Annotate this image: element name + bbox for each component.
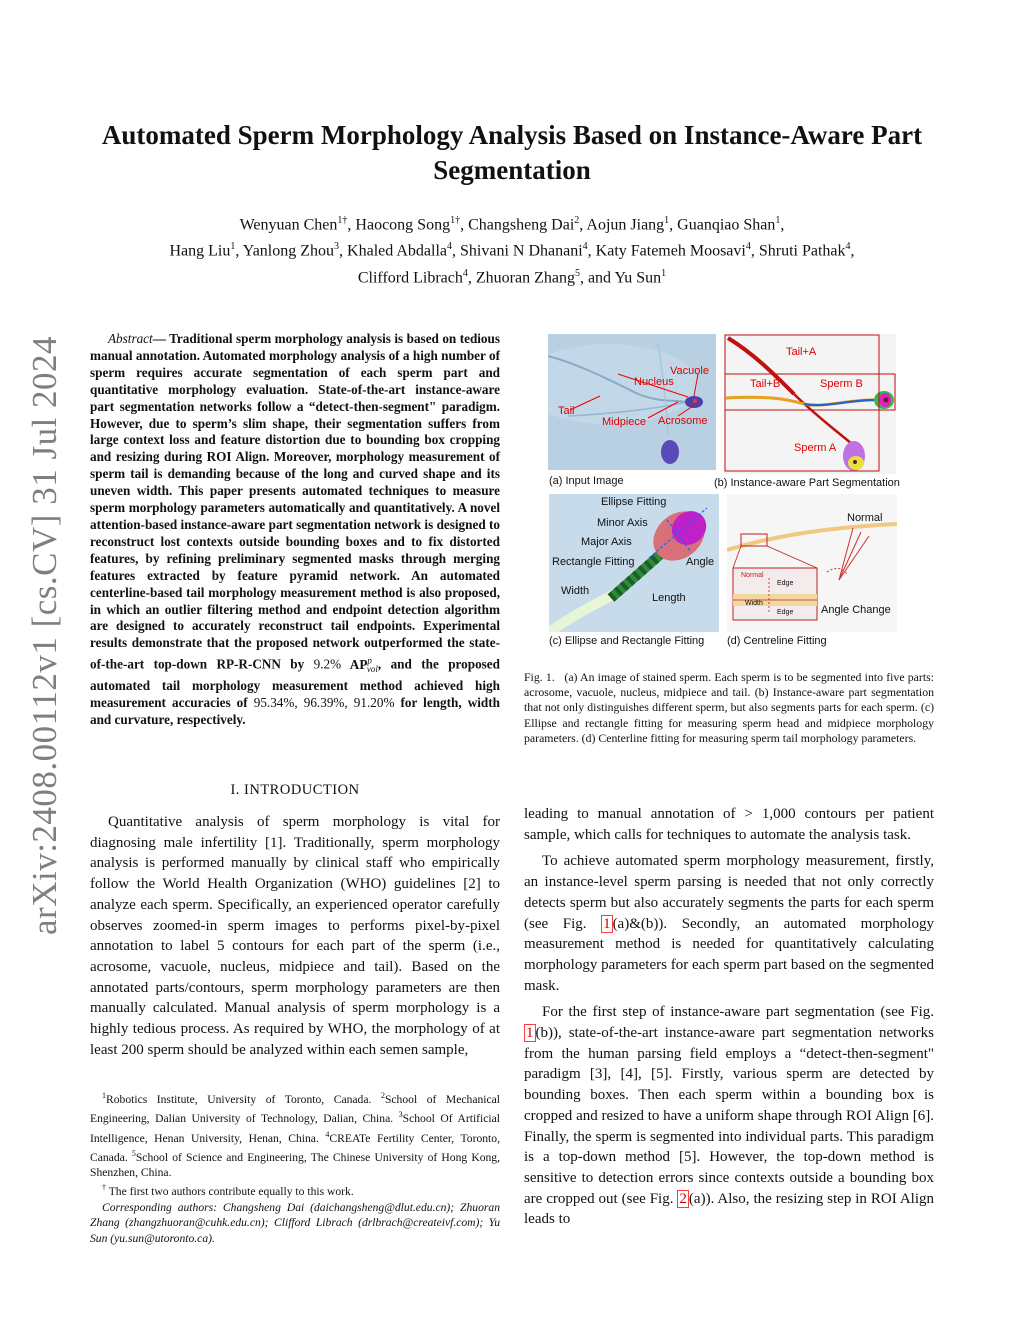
title-line-2: Segmentation [433, 155, 591, 185]
panel-d-image [727, 494, 897, 632]
acrosome-dot [693, 399, 697, 403]
panel-c-svg [549, 494, 719, 632]
panel-d-svg [727, 494, 897, 632]
author-line-1: Wenyuan Chen$^{1\dagger}$, Haocong Song$^{1\dagger}$, Changsheng Dai$^2$, Aojun Jiang$^1$, Guanqiao Shan$^1$, [239, 215, 785, 234]
abstract-text-1: Traditional sperm morphology analysis is based on tedious manual annotation. Automated morphology analysis of a high number of sperm requires accurate segmentation of each sperm part and quantitative morphology evaluation. State-of-the-art instance-aware part segmentation networks follow a “detect-then-segment" paradigm. However, due to sperm’s slim shape, their segmentation suffers from large context loss and feature distortion due to bounding box cropping and resizing during ROI Align. Moreover, morphology measurement of sperm tail is demanding because of the long and curved shape and its uneven width. This paper presents automated techniques to measure sperm morphology parameters automatically and quantitatively. A novel attention-based instance-aware part segmentation network is designed to reconstruct lost contexts outside bounding boxes and to fix distorted features, by refining preliminary segmented masks through merging features extracted by feature pyramid network. An automated centerline-based tail morphology measurement method is also proposed, in which an outlier filtering method and endpoint detection algorithm are designed to accurately reconstruct tail endpoints. Experimental results demonstrate that the proposed network outperformed the state-of-the-art top-down RP-R-CNN by [90, 331, 500, 672]
inset-label-normal: Normal [741, 572, 764, 579]
sperm-b-vacuole [884, 398, 889, 403]
panel-a-svg [548, 334, 716, 470]
author-name: Hang Liu [169, 242, 231, 260]
author-name: Clifford Librach [357, 268, 463, 286]
right-paragraph-2 [524, 851, 934, 996]
label-angle: Angle [686, 556, 715, 568]
author-list [60, 210, 964, 289]
aff-sup: 3 [398, 1110, 403, 1120]
figure-ref-link[interactable]: 2 [679, 1190, 687, 1207]
author-aff: 3 [334, 241, 340, 253]
footnotes [90, 1088, 500, 1246]
aff-text: School of Mechanical Engineering, Dalian University of Technology, Dalian, China. [90, 1092, 500, 1126]
label-angle-change: Angle Change [821, 604, 891, 616]
intro-text [90, 812, 500, 1060]
p3-text-b: (b)), state-of-the-art instance-aware part segmentation networks from the human parsing field employs a “detect-then-segment" paradigm [3], [4], [5]. Firstly, various sperm are detected by bounding boxes. Then each sperm within a bounding box is cropped and resized to have a uniform shape through ROI Align [6]. Finally, the sperm is segmented into individual parts. This paradigm is a top-down method [5]. However, the top-down method is sensitive to detection errors since contexts outside a bounding box are cropped out (see Fig. [524, 1025, 934, 1207]
label-nucleus: Nucleus [634, 376, 674, 388]
label-tail-b: Tail+B [750, 378, 781, 390]
caption-label: Fig. 1. [524, 670, 555, 684]
caption-text: (a) An image of stained sperm. Each sperm is to be segmented into five parts: acrosome, vacuole, nucleus, midpiece and tail. (b) Instance-aware part segmentation that not only distinguishes different sperm, but also segments parts for each sperm. (c) Ellipse and rectangle fitting for measuring sperm head and midpiece morphology parameters. (d) Centerline fitting for measuring sperm tail morphology parameters. [524, 670, 934, 745]
ap-sub: vol [366, 664, 378, 675]
p3-text-c: (a)). Also, the resizing step in ROI Align leads to [524, 1190, 934, 1228]
abstract-text-3: for length, width and curvature, respectively. [90, 695, 500, 727]
abstract-accuracies: 95.34%, 96.39%, 91.20% [253, 695, 395, 711]
label-vacuole: Vacuole [670, 365, 709, 377]
aff-sup: 5 [131, 1148, 136, 1158]
paper-title [60, 118, 964, 188]
figure-ref-link[interactable]: 1 [526, 1025, 534, 1042]
intro-paragraph: Quantitative analysis of sperm morphology is vital for diagnosing male infertility [1]. Traditionally, sperm morphology analysis is performed manually by clinical staff who empirically follow the World Health Organization (WHO) guidelines [2] to analyze each sperm. Specifically, an experienced operator carefully observes zoomed-in sperm images to performs pixel-by-pixel annotation to label 5 contours for each part of the sperm (i.e., acrosome, vacuole, nucleus, midpiece and tail). Based on the annotated parts/contours, sperm morphology parameters are then manually calculated. Manual analysis of sperm morphology is a highly tedious process. As required by WHO, the morphology of at least 200 sperm should be analyzed within each semen sample, [90, 814, 500, 1058]
author-aff: 1 [664, 215, 670, 226]
author-aff: 1† [450, 215, 461, 226]
label-acrosome: Acrosome [658, 415, 708, 427]
label-sperm-b: Sperm B [820, 378, 863, 390]
aff-text: School Of Artificial Intelligence, Henan University, Henan, China. [90, 1112, 500, 1145]
author-name: Changsheng Dai [468, 216, 575, 234]
aff-sup: 2 [380, 1091, 385, 1100]
panel-c-image [549, 494, 719, 632]
panel-b-image [724, 334, 896, 474]
panel-b-svg [724, 334, 896, 474]
figure-ref-link[interactable]: 1 [603, 915, 611, 932]
sperm-a-vacuole [853, 460, 857, 464]
aff-text: Robotics Institute, University of Toronto, Canada. [106, 1092, 381, 1106]
footnote-affiliations [90, 1088, 500, 1180]
sperm-head-2 [661, 440, 679, 464]
author-name: Zhuoran Zhang [475, 268, 575, 286]
ap-sup: p [367, 655, 372, 666]
aff-sup: 4 [325, 1129, 330, 1139]
inset-label-edge-2: Edge [777, 609, 794, 616]
abstract-ap [349, 655, 378, 675]
author-aff: 5 [574, 267, 580, 279]
inset-label-edge-1: Edge [777, 580, 794, 587]
right-column-text [524, 804, 934, 1230]
and-word: and [587, 268, 612, 286]
label-ellipse: Ellipse Fitting [601, 496, 667, 508]
author-aff: 4 [745, 241, 751, 253]
author-aff: 4 [582, 241, 588, 253]
aff-sup: 1 [102, 1091, 106, 1100]
author-name: Khaled Abdalla [347, 242, 447, 260]
abstract-dash: — [152, 331, 166, 346]
aff-text: School of Science and Engineering, The Chinese University of Hong Kong, Shenzhen, China. [90, 1150, 501, 1180]
author-line-2: Hang Liu$^1$, Yanlong Zhou$^3$, Khaled Abdalla$^4$, Shivani N Dhanani$^4$, Katy Fatemeh Moosavi$^4$, Shruti Pathak$^4$, [169, 241, 855, 260]
author-aff: 4 [462, 267, 468, 279]
abstract [90, 331, 500, 729]
label-midpiece: Midpiece [602, 416, 647, 428]
author-name: Katy Fatemeh Moosavi [595, 242, 746, 260]
corresponding-text: Corresponding authors: Changsheng Dai (daichangsheng@dlut.edu.cn); Zhuoran Zhang (zhangzhuoran@cuhk.edu.cn); Clifford Librach (drlbrach@createivf.com); Yu Sun (yu.sun@utoronto.ca). [90, 1200, 500, 1245]
author-name: Yanlong Zhou [242, 242, 335, 260]
abstract-percent: 9.2% [313, 656, 342, 672]
footnote-equal [90, 1180, 500, 1199]
author-aff: 1 [661, 267, 667, 279]
abstract-label: Abstract [108, 331, 153, 346]
abstract-text-2: , and the proposed automated tail morphology measurement method achieved high measurement accuracies of [90, 656, 500, 711]
panel-b-caption: (b) Instance-aware Part Segmentation [714, 477, 900, 489]
p3-text-a: For the first step of instance-aware part segmentation (see Fig. [542, 1004, 934, 1021]
aff-text: CREATe Fertility Center, Toronto, Canada. [90, 1131, 500, 1164]
label-tail: Tail [558, 405, 575, 417]
inset-label-width: Width [745, 600, 763, 607]
author-aff: 1 [775, 215, 781, 226]
panel-d-caption: (d) Centreline Fitting [727, 635, 827, 647]
author-name: Shruti Pathak [758, 242, 846, 260]
panel-c-caption: (c) Ellipse and Rectangle Fitting [549, 635, 705, 647]
author-aff: 4 [845, 241, 851, 253]
arxiv-id-text: arXiv:2408.00112v1 [cs.CV] 31 Jul 2024 [25, 335, 64, 935]
equal-text: The first two authors contribute equally to this work. [106, 1185, 354, 1199]
dagger-sup: † [102, 1183, 106, 1193]
author-aff: 4 [447, 241, 452, 253]
author-name: Yu Sun [614, 268, 662, 286]
author-name: Haocong Song [355, 216, 451, 234]
label-width: Width [561, 585, 590, 597]
footnote-corresponding [90, 1200, 500, 1246]
p2-text-a: To achieve automated sperm morphology measurement, firstly, an instance-level sperm parsing is needed that not only correctly detects sperm but also accurately segments the parts for each sperm (see Fig. [524, 853, 934, 932]
panel-a-image [548, 334, 716, 470]
ap-text: AP [349, 656, 368, 672]
author-aff: 1† [337, 215, 348, 226]
author-name: Aojun Jiang [586, 216, 665, 234]
label-length: Length [652, 592, 686, 604]
title-line-1: Automated Sperm Morphology Analysis Based on Instance-Aware Part [101, 120, 923, 150]
author-name: Shivani N Dhanani [460, 242, 583, 260]
label-minor: Minor Axis [597, 517, 648, 529]
figure-caption [524, 670, 934, 746]
right-paragraph-3 [524, 1002, 934, 1230]
label-rect: Rectangle Fitting [552, 556, 635, 568]
author-name: Guanqiao Shan [677, 216, 776, 234]
label-sperm-a: Sperm A [794, 442, 837, 454]
label-major: Major Axis [581, 536, 632, 548]
panel-a-caption: (a) Input Image [549, 475, 624, 487]
right-paragraph-1: leading to manual annotation of > 1,000 contours per patient sample, which calls for techniques to automate the analysis task. [524, 806, 934, 843]
author-line-3: Clifford Librach$^4$, Zhuoran Zhang$^5$, and Yu Sun$^1$ [357, 267, 667, 286]
author-aff: 1 [230, 241, 236, 253]
author-name: Wenyuan Chen [239, 216, 338, 234]
section-heading: I. INTRODUCTION [230, 782, 360, 798]
label-normal: Normal [847, 512, 883, 524]
label-tail-a: Tail+A [786, 346, 817, 358]
p2-text-b: (a)&(b)). Secondly, an automated morphology measurement method is needed for quantitatively calculating morphology parameters for each sperm part based on the segmented mask. [524, 915, 934, 994]
author-aff: 2 [574, 215, 580, 226]
